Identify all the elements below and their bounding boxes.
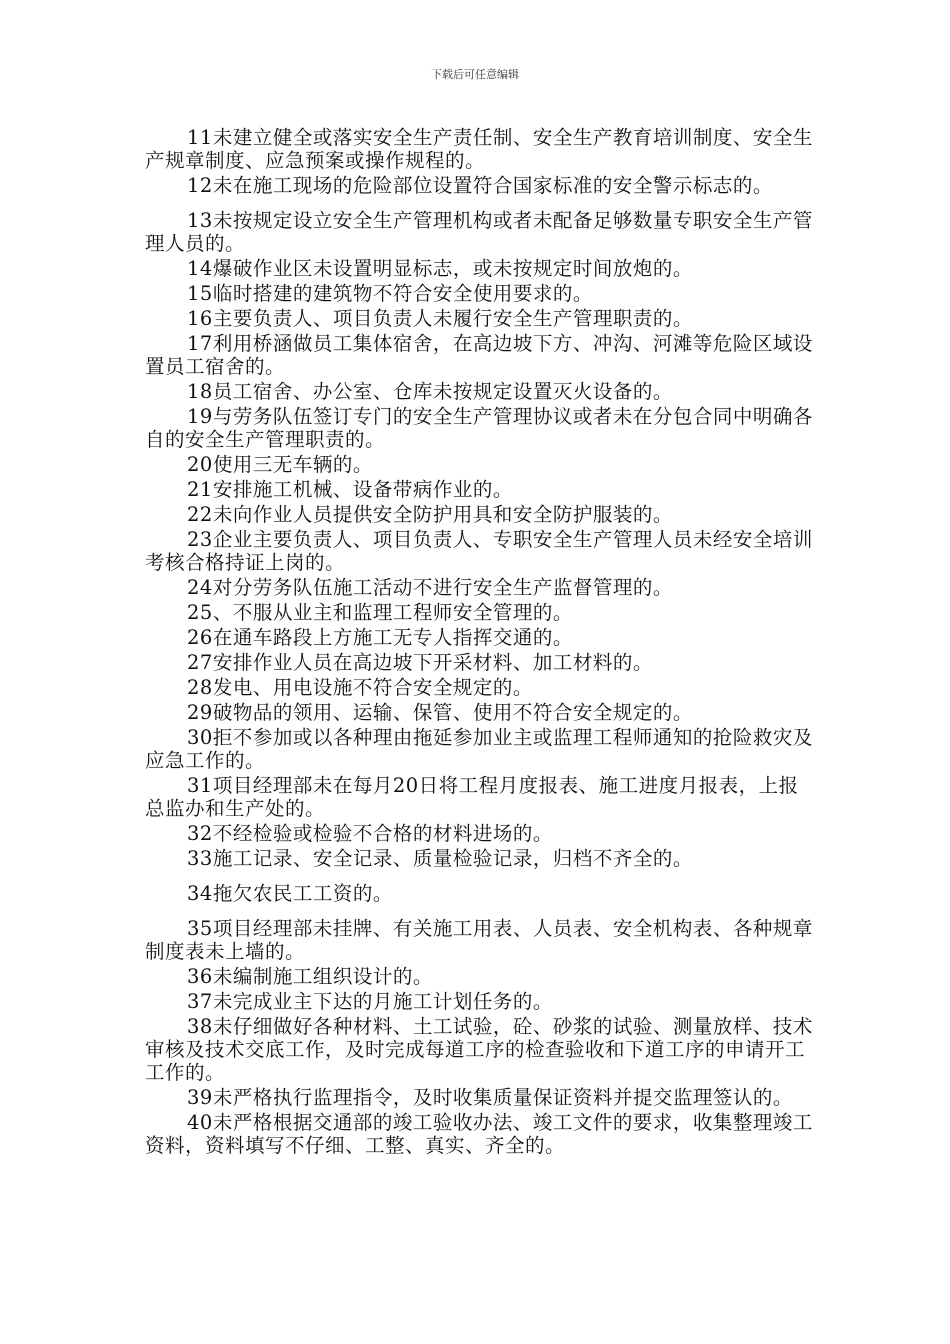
list-item: 33施工记录、安全记录、质量检验记录，归档不齐全的。 [187,847,693,870]
list-item: 31项目经理部未在每月20日将工程月度报表、施工进度月报表，上报总监办和生产处的。 [145,774,799,820]
list-item: 23企业主要负责人、项目负责人、专职安全生产管理人员未经安全培训考核合格持证上岗的。 [145,528,813,574]
list-item: 39未严格执行监理指令，及时收集质量保证资料并提交监理签认的。 [187,1086,793,1109]
list-item: 22未向作业人员提供安全防护用具和安全防护服装的。 [187,503,673,526]
list-item: 11未建立健全或落实安全生产责任制、安全生产教育培训制度、安全生产规章制度、应急预案或操作规程的。 [145,126,813,172]
list-item: 27安排作业人员在高边坡下开采材料、加工材料的。 [187,651,653,674]
list-item: 17利用桥涵做员工集体宿舍，在高边坡下方、冲沟、河滩等危险区域设置员工宿舍的。 [145,332,813,378]
list-item: 16主要负责人、项目负责人未履行安全生产管理职责的。 [187,307,693,330]
list-item: 28发电、用电设施不符合安全规定的。 [187,676,533,699]
header-note: 下载后可任意编辑 [431,68,519,81]
list-item: 36未编制施工组织设计的。 [187,965,433,988]
list-item: 21安排施工机械、设备带病作业的。 [187,478,513,501]
clause-list [145,126,817,1159]
list-item: 19与劳务队伍签订专门的安全生产管理协议或者未在分包合同中明确各自的安全生产管理职责的。 [145,405,813,451]
list-item: 38未仔细做好各种材料、土工试验，砼、砂浆的试验、测量放样、技术审核及技术交底工作，及时完成每道工序的检查验收和下道工序的申请开工工作的。 [145,1015,813,1084]
list-item: 32不经检验或检验不合格的材料进场的。 [187,822,553,845]
list-item: 13未按规定设立安全生产管理机构或者未配备足够数量专职安全生产管理人员的。 [145,209,813,255]
list-item: 30拒不参加或以各种理由拖延参加业主或监理工程师通知的抢险救灾及应急工作的。 [145,726,813,772]
list-item: 34拖欠农民工工资的。 [187,882,393,905]
list-item: 14爆破作业区未设置明显标志，或未按规定时间放炮的。 [187,257,693,280]
list-item: 25、不服从业主和监理工程师安全管理的。 [187,601,573,624]
list-item: 37未完成业主下达的月施工计划任务的。 [187,990,553,1013]
list-item: 29破物品的领用、运输、保管、使用不符合安全规定的。 [187,701,693,724]
list-item: 40未严格根据交通部的竣工验收办法、竣工文件的要求，收集整理竣工资料，资料填写不仔细、工整、真实、齐全的。 [145,1111,813,1157]
list-item: 35项目经理部未挂牌、有关施工用表、人员表、安全机构表、各种规章制度表未上墙的。 [145,917,813,963]
list-item: 24对分劳务队伍施工活动不进行安全生产监督管理的。 [187,576,673,599]
list-item: 20使用三无车辆的。 [187,453,373,476]
list-item: 18员工宿舍、办公室、仓库未按规定设置灭火设备的。 [187,380,673,403]
list-item: 26在通车路段上方施工无专人指挥交通的。 [187,626,573,649]
list-item: 15临时搭建的建筑物不符合安全使用要求的。 [187,282,593,305]
list-item: 12未在施工现场的危险部位设置符合国家标准的安全警示标志的。 [187,174,773,197]
